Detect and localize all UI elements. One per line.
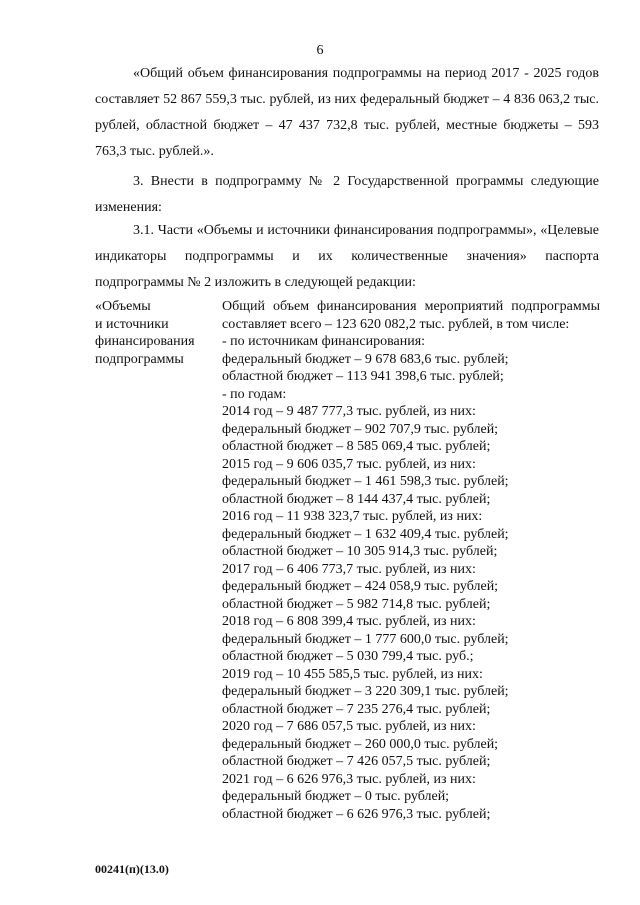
document-code: 00241(п)(13.0) (95, 862, 169, 876)
passport-line: областной бюджет – 5 982 714,8 тыс. рублей; (222, 596, 491, 612)
passport-line: - по источникам финансирования: (222, 334, 426, 349)
passport-line: 2021 год – 6 626 976,3 тыс. рублей, из них: (222, 771, 476, 787)
passport-line: областной бюджет – 10 305 914,3 тыс. рублей; (222, 544, 498, 559)
passport-line: областной бюджет – 113 941 398,6 тыс. рублей; (222, 369, 504, 384)
passport-line: областной бюджет – 5 030 799,4 тыс. руб.; (222, 649, 474, 664)
passport-line: областной бюджет – 8 585 069,4 тыс. рублей; (222, 439, 491, 454)
passport-label-financing: «Объемы и источники финансирования подпрограммы (95, 299, 195, 367)
passport-line: федеральный бюджет – 0 тыс. рублей; (222, 789, 450, 804)
passport-line: 2018 год – 6 808 399,4 тыс. рублей, из них: (222, 614, 476, 629)
passport-line: 2014 год – 9 487 777,3 тыс. рублей, из них: (222, 404, 476, 419)
passport-line: федеральный бюджет – 424 058,9 тыс. рублей; (222, 579, 499, 594)
passport-line: областной бюджет – 6 626 976,3 тыс. рублей; (222, 806, 491, 822)
passport-line: 2016 год – 11 938 323,7 тыс. рублей, из них: (222, 509, 483, 524)
passport-line: областной бюджет – 7 426 057,5 тыс. рублей; (222, 754, 491, 769)
passport-line: областной бюджет – 7 235 276,4 тыс. рублей; (222, 701, 491, 717)
passport-line: 2019 год – 10 455 585,5 тыс. рублей, из них: (222, 666, 483, 682)
passport-line: 2015 год – 9 606 035,7 тыс. рублей, из них: (222, 456, 476, 472)
passport-line: 2020 год – 7 686 057,5 тыс. рублей, из них: (222, 719, 476, 734)
passport-line: федеральный бюджет – 1 777 600,0 тыс. рублей; (222, 631, 509, 647)
passport-line: - по годам: (222, 386, 287, 402)
passport-line: федеральный бюджет – 260 000,0 тыс. рублей; (222, 736, 499, 752)
passport-line: федеральный бюджет – 902 707,9 тыс. рублей; (222, 421, 499, 437)
passport-intro: Общий объем финансирования мероприятий подпрограммы составляет всего – 123 620 082,2 тыс. рублей, в том числе: (222, 299, 600, 332)
passport-line: федеральный бюджет – 3 220 309,1 тыс. рублей; (222, 684, 509, 699)
passport-line: областной бюджет – 8 144 437,4 тыс. рублей; (222, 491, 491, 507)
passport-line: федеральный бюджет – 1 632 409,4 тыс. рублей; (222, 526, 509, 542)
page-number: 6 (316, 43, 324, 58)
passport-value-financing (222, 298, 600, 823)
passport-line: федеральный бюджет – 9 678 683,6 тыс. рублей; (222, 351, 509, 367)
passport-line: 2017 год – 6 406 773,7 тыс. рублей, из них: (222, 561, 476, 577)
paragraph-passport-parts: 3.1. Части «Объемы и источники финансирования подпрограммы», «Целевые индикаторы подпрограммы и их количественные значения» паспорта подпрограммы № 2 изложить в следующей редакции: (95, 223, 599, 290)
passport-line: федеральный бюджет – 1 461 598,3 тыс. рублей; (222, 474, 509, 489)
paragraph-amend-subprogram-2: 3. Внести в подпрограмму № 2 Государственной программы следующие изменения: (95, 174, 599, 215)
paragraph-financing-total: «Общий объем финансирования подпрограммы на период 2017 - 2025 годов составляет 52 867 559,3 тыс. рублей, из них федеральный бюджет – 4 836 063,2 тыс. рублей, областной бюджет – 47 437 732,8 тыс. рублей, местные бюджеты – 593 763,3 тыс. рублей.». (95, 66, 599, 159)
